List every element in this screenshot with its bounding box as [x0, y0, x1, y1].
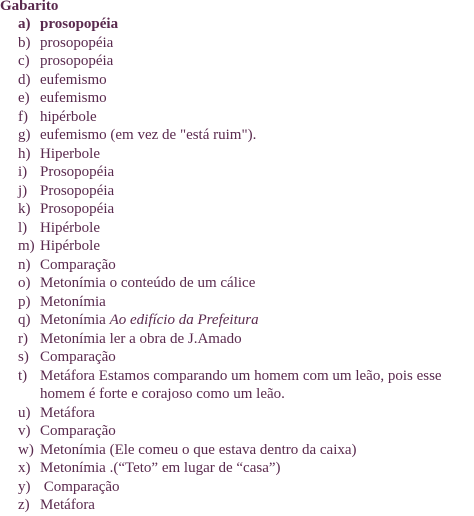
list-item-y: [18, 478, 474, 497]
list-item-a: [18, 15, 474, 34]
item-text: Hipérbole: [40, 219, 100, 236]
list-item-i: [18, 163, 474, 182]
item-letter: x): [18, 460, 31, 476]
list-item-g: [18, 126, 474, 145]
item-letter: g): [18, 127, 31, 143]
item-text: Metáfora: [40, 404, 95, 421]
list-item-j: [18, 182, 474, 201]
item-letter: t): [18, 367, 28, 384]
item-text: Hipérbole: [40, 238, 100, 254]
item-text: Metonímia: [40, 293, 106, 310]
item-letter: j): [18, 182, 28, 199]
list-item-c: [18, 52, 474, 71]
list-item-v: [18, 422, 474, 441]
list-item-o: [18, 274, 474, 293]
item-letter: e): [18, 90, 30, 106]
list-item-k: [18, 200, 474, 219]
list-item-l: [18, 219, 474, 238]
item-letter: h): [18, 145, 31, 162]
item-letter: n): [18, 256, 31, 273]
item-text: Comparação: [40, 256, 116, 273]
item-letter: z): [18, 497, 30, 513]
answer-list: [18, 15, 474, 515]
item-letter: c): [18, 53, 30, 69]
item-letter: m): [18, 238, 35, 254]
item-letter: y): [18, 478, 31, 495]
item-text: Metonímia .(“Teto” em lugar de “casa”): [40, 460, 281, 476]
item-text: Prosopopéia: [40, 164, 115, 180]
item-text: Metonímia o conteúdo de um cálice: [40, 275, 256, 291]
item-letter: b): [18, 34, 31, 51]
item-letter: d): [18, 71, 31, 88]
list-item-e: [18, 89, 474, 108]
item-text: Metonímia ler a obra de J.Amado: [40, 330, 242, 347]
item-italic-text: Ao edifício da Prefeitura: [109, 312, 259, 328]
item-text: prosopopéia: [40, 34, 114, 51]
list-item-u: [18, 404, 474, 423]
item-letter: w): [18, 441, 34, 458]
item-text: Hiperbole: [40, 145, 100, 162]
list-item-h: [18, 145, 474, 164]
item-letter: a): [18, 16, 31, 32]
list-item-q: [18, 311, 474, 330]
item-text: Prosopopéia: [40, 182, 115, 199]
item-text: Metáfora Estamos comparando um homem com um leão, pois esse: [40, 367, 442, 384]
item-text: Metonímia (Ele comeu o que estava dentro da caixa): [40, 441, 357, 458]
item-letter: k): [18, 201, 31, 217]
list-item-r: [18, 330, 474, 349]
item-text: prosopopéia: [40, 16, 119, 32]
item-letter: u): [18, 404, 31, 421]
item-letter: f): [18, 108, 28, 125]
item-letter: q): [18, 312, 31, 328]
item-letter: p): [18, 293, 31, 310]
item-text: Metáfora: [40, 497, 95, 513]
item-text: Comparação: [40, 423, 116, 439]
item-text: Comparação: [40, 349, 116, 365]
item-text: eufemismo: [40, 71, 107, 88]
page-title: Gabarito: [0, 0, 59, 14]
item-letter: v): [18, 423, 31, 439]
item-letter: o): [18, 275, 31, 291]
list-item-s: [18, 348, 474, 367]
item-text: Comparação: [40, 478, 120, 495]
list-item-f: [18, 108, 474, 127]
list-item-b: [18, 34, 474, 53]
list-item-t: [18, 367, 474, 386]
item-text: Metonímia: [40, 312, 106, 328]
item-letter: r): [18, 330, 28, 347]
item-text: eufemismo: [40, 90, 107, 106]
list-item-m: [18, 237, 474, 256]
item-letter: i): [18, 164, 28, 180]
list-item-x: [18, 459, 474, 478]
item-text: prosopopéia: [40, 53, 114, 69]
list-item-n: [18, 256, 474, 275]
list-item-w: [18, 441, 474, 460]
list-item-p: [18, 293, 474, 312]
list-item-t-continuation: homem é forte e corajoso como um leão.: [40, 386, 285, 402]
item-text: eufemismo (em vez de "está ruim").: [40, 127, 257, 143]
item-text: Prosopopéia: [40, 201, 115, 217]
item-text: hipérbole: [40, 108, 97, 125]
item-letter: l): [18, 219, 28, 236]
list-item-z: [18, 496, 474, 515]
list-item-d: [18, 71, 474, 90]
item-letter: s): [18, 349, 29, 365]
